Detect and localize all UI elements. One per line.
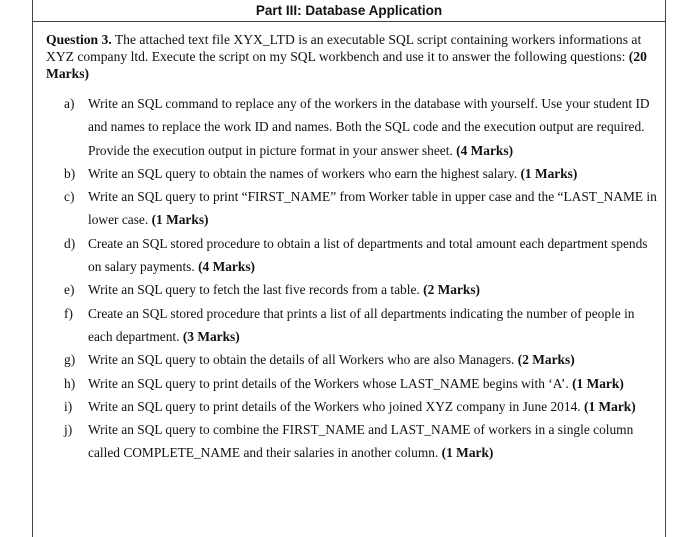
item-text: Write an SQL query to obtain the names of workers who earn the highest salary. [88, 165, 518, 181]
item-marks: (1 Marks) [151, 212, 209, 228]
item-letter: i) [64, 398, 73, 414]
item-marks: (1 Mark) [441, 445, 494, 461]
item-text: Write an SQL query to print “FIRST_NAME” from Worker table in upper case and the “LAST_NAME in lower case. [88, 189, 657, 228]
question-label: Question 3. [46, 32, 112, 47]
question-text: The attached text file XYX_LTD is an executable SQL script containing workers informations at XYZ company ltd. Execute the script on my SQL workbench and use it to answer the following questions: [46, 32, 642, 64]
item-text: Create an SQL stored procedure that prints a list of all departments indicating the number of people in each department. [88, 305, 635, 344]
item-letter: a) [64, 96, 75, 111]
item-marks: (3 Marks) [182, 328, 240, 344]
item-marks: (4 Marks) [456, 142, 514, 158]
item-letter: d) [64, 235, 76, 251]
item-text: Create an SQL stored procedure to obtain a list of departments and total amount each department spends on salary payments. [88, 235, 648, 275]
question-item-h [46, 372, 662, 395]
item-letter: f) [64, 305, 73, 321]
item-marks: (1 Mark) [572, 375, 624, 391]
item-letter: b) [64, 165, 76, 181]
item-text: Write an SQL query to print details of the Workers whose LAST_NAME begins with ‘A’. [88, 375, 569, 391]
question-item-a [46, 92, 662, 162]
item-letter: c) [64, 189, 75, 205]
question-item-g [46, 348, 662, 371]
question-block [46, 31, 662, 465]
question-item-c [46, 185, 662, 232]
item-letter: g) [64, 352, 76, 368]
item-text: Write an SQL query to print details of the Workers who joined XYZ company in June 2014. [88, 398, 581, 414]
question-item-d [46, 232, 662, 279]
item-text: Write an SQL query to fetch the last five records from a table. [88, 282, 420, 298]
question-item-e [46, 278, 662, 301]
item-marks: (2 Marks) [423, 282, 481, 298]
part-header [32, 0, 666, 22]
question-item-b [46, 162, 662, 185]
question-items [46, 92, 662, 465]
item-marks: (4 Marks) [198, 259, 255, 275]
item-text: Write an SQL command to replace any of the workers in the database with yourself. Use your student ID and names to replace the work ID and names. Both the SQL code and the execution output are required. Provide the execution output in picture format in your answer sheet. [88, 96, 650, 158]
item-marks: (1 Mark) [583, 398, 636, 414]
item-letter: h) [64, 375, 76, 391]
question-item-f [46, 302, 662, 349]
part-title: Part III: Database Application [255, 3, 443, 18]
question-marks: (20 Marks) [46, 49, 647, 81]
item-text: Write an SQL query to obtain the details of all Workers who are also Managers. [88, 352, 515, 368]
item-letter: e) [64, 282, 75, 298]
item-marks: (1 Marks) [520, 165, 578, 181]
item-text: Write an SQL query to combine the FIRST_NAME and LAST_NAME of workers in a single column called COMPLETE_NAME and their salaries in another column. [88, 422, 634, 461]
item-marks: (2 Marks) [517, 352, 575, 368]
item-letter: j) [64, 422, 73, 438]
question-intro [46, 31, 662, 82]
question-item-i [46, 395, 662, 418]
question-item-j [46, 418, 662, 465]
